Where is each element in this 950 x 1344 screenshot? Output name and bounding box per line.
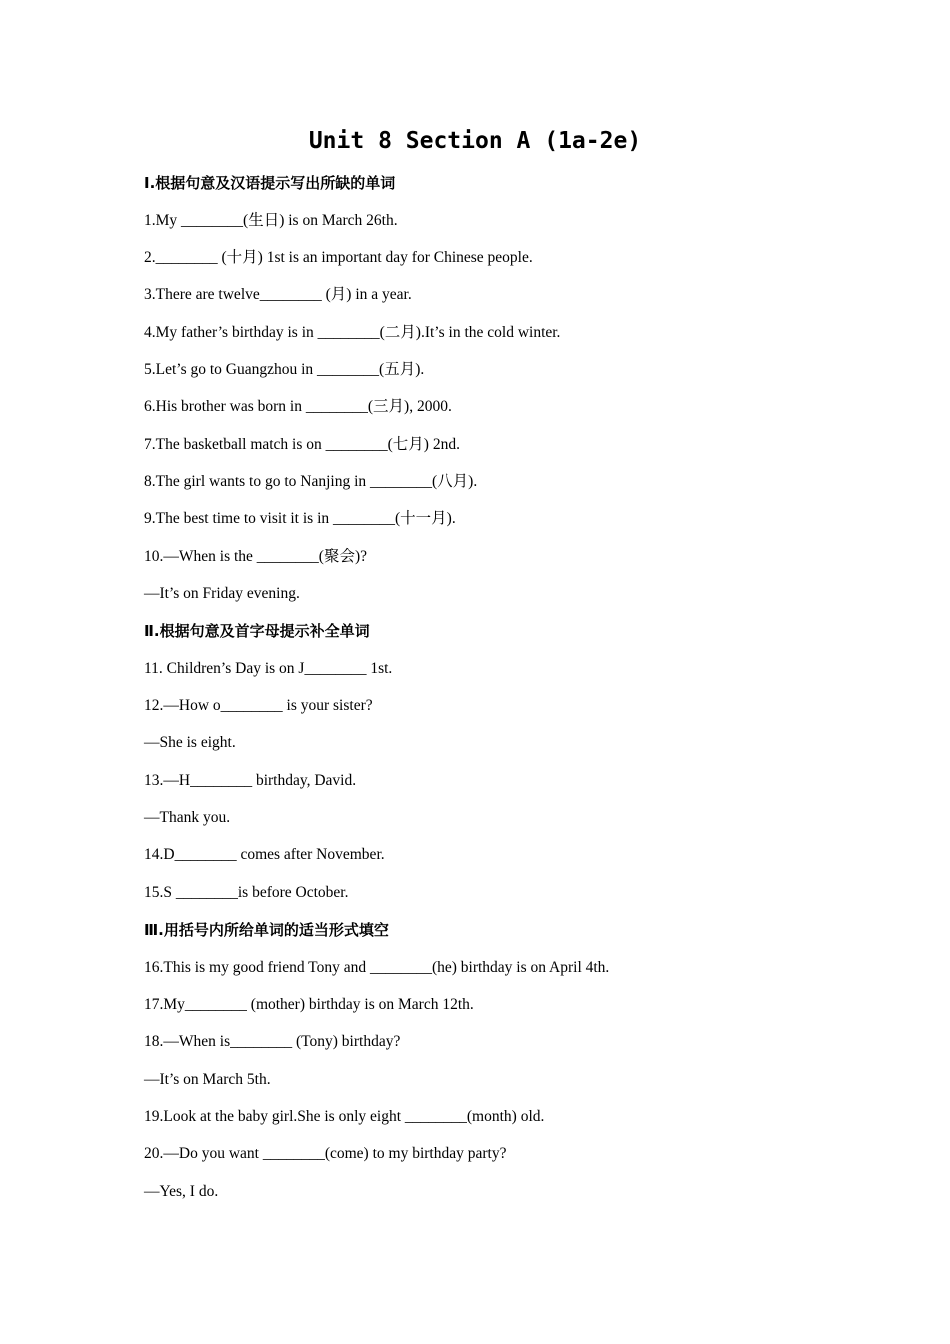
exercise-item-2: 2.________ (十月) 1st is an important day for Chinese people.: [144, 249, 533, 266]
exercise-item-5: 5.Let’s go to Guangzhou in ________(五月).: [144, 361, 425, 378]
section-heading-1: Ⅰ.根据句意及汉语提示写出所缺的单词: [144, 174, 396, 192]
exercise-item-18-answer: —It’s on March 5th.: [144, 1071, 271, 1088]
page-title: Unit 8 Section A (1a-2e): [308, 128, 642, 154]
exercise-item-7: 7.The basketball match is on ________(七月) 2nd.: [144, 436, 460, 453]
exercise-item-3: 3.There are twelve________ (月) in a year.: [144, 286, 412, 303]
exercise-item-13: 13.—H________ birthday, David.: [144, 772, 357, 789]
exercise-item-4: 4.My father’s birthday is in ________(二月).It’s in the cold winter.: [144, 324, 561, 341]
section-heading-2: Ⅱ.根据句意及首字母提示补全单词: [144, 622, 370, 640]
exercise-item-15: 15.S ________is before October.: [144, 884, 349, 901]
exercise-item-13-answer: —Thank you.: [144, 809, 231, 826]
exercise-item-19: 19.Look at the baby girl.She is only eight ________(month) old.: [144, 1108, 545, 1125]
exercise-item-1: 1.My ________(生日) is on March 26th.: [144, 212, 398, 229]
exercise-item-12: 12.—How o________ is your sister?: [144, 697, 373, 714]
exercise-item-18: 18.—When is________ (Tony) birthday?: [144, 1033, 401, 1050]
exercise-item-14: 14.D________ comes after November.: [144, 846, 385, 863]
section-heading-3: Ⅲ.用括号内所给单词的适当形式填空: [144, 921, 389, 939]
exercise-item-8: 8.The girl wants to go to Nanjing in ________(八月).: [144, 473, 478, 490]
exercise-item-6: 6.His brother was born in ________(三月), 2000.: [144, 398, 452, 415]
exercise-item-10-answer: —It’s on Friday evening.: [144, 585, 300, 602]
exercise-item-12-answer: —She is eight.: [144, 734, 236, 751]
exercise-item-17: 17.My________ (mother) birthday is on March 12th.: [144, 996, 474, 1013]
exercise-item-20: 20.—Do you want ________(come) to my birthday party?: [144, 1145, 507, 1162]
exercise-item-9: 9.The best time to visit it is in ________(十一月).: [144, 510, 456, 527]
exercise-item-11: 11. Children’s Day is on J________ 1st.: [144, 660, 393, 677]
exercise-item-10: 10.—When is the ________(聚会)?: [144, 548, 367, 565]
exercise-item-20-answer: —Yes, I do.: [144, 1183, 219, 1200]
exercise-item-16: 16.This is my good friend Tony and ________(he) birthday is on April 4th.: [144, 959, 610, 976]
